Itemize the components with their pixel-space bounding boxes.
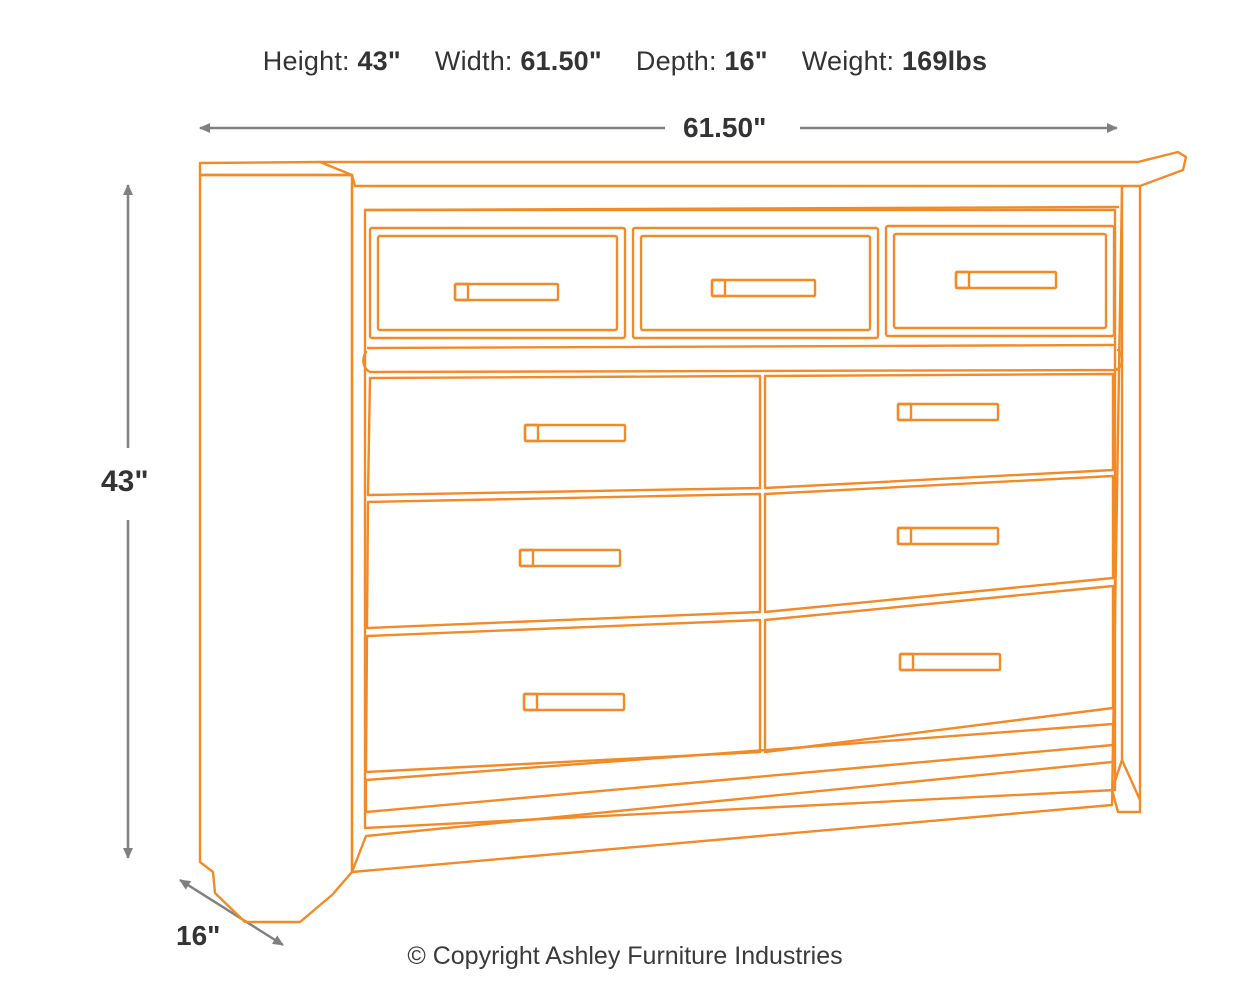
drawer-bottom-left bbox=[366, 620, 760, 772]
dresser-right-side-panel bbox=[1122, 186, 1140, 800]
drawer-handle-plate bbox=[525, 425, 538, 441]
dresser-mid-molding-lip bbox=[363, 350, 1122, 372]
dresser-top-back-edge bbox=[320, 162, 352, 175]
spec-weight-label: Weight: bbox=[801, 46, 895, 76]
drawer-handle bbox=[712, 280, 815, 296]
width-dimension-label: 61.50" bbox=[683, 112, 767, 143]
drawer-handle bbox=[956, 272, 1056, 288]
drawer-handle-plate bbox=[900, 654, 913, 670]
spec-depth-label: Depth: bbox=[635, 46, 717, 76]
drawer-handle-plate bbox=[524, 694, 537, 710]
dresser-illustration bbox=[200, 152, 1186, 922]
spec-height-value: 43" bbox=[357, 46, 401, 76]
spec-width-label: Width: bbox=[434, 46, 513, 76]
dresser-top-surface bbox=[200, 152, 1186, 186]
spec-weight-value: 169lbs bbox=[901, 46, 988, 76]
dresser-mid-molding-upper bbox=[368, 345, 1113, 348]
drawer-handle bbox=[455, 284, 558, 300]
spec-height-label: Height: bbox=[262, 46, 350, 76]
drawer-handle bbox=[900, 654, 1000, 670]
drawer-handle bbox=[898, 528, 998, 544]
drawer-top-left bbox=[370, 228, 625, 338]
drawer-handle-plate bbox=[712, 280, 725, 296]
drawer-handle-plate bbox=[898, 404, 911, 420]
drawer-mid-right bbox=[765, 374, 1113, 488]
drawer-handle-plate bbox=[898, 528, 911, 544]
drawer-handle bbox=[525, 425, 625, 441]
drawer-top-right bbox=[886, 226, 1114, 336]
drawer-mid-left bbox=[368, 376, 760, 495]
depth-dimension-label: 16" bbox=[176, 920, 221, 951]
drawer-top-center bbox=[633, 228, 878, 338]
copyright-notice: © Copyright Ashley Furniture Industries bbox=[407, 942, 843, 970]
drawer-handle-plate bbox=[455, 284, 468, 300]
drawer-handle-plate bbox=[956, 272, 969, 288]
drawer-handle bbox=[524, 694, 624, 710]
drawer-handle bbox=[898, 404, 998, 420]
drawer-handle bbox=[520, 550, 620, 566]
spec-depth-value: 16" bbox=[724, 46, 768, 76]
drawer-center-left bbox=[367, 494, 760, 628]
spec-width-value: 61.50" bbox=[520, 46, 602, 76]
height-dimension-label: 43" bbox=[101, 465, 149, 498]
dresser-front-face-outline bbox=[365, 210, 1115, 828]
dresser-left-side-panel bbox=[200, 175, 352, 922]
drawer-handle-plate bbox=[520, 550, 533, 566]
